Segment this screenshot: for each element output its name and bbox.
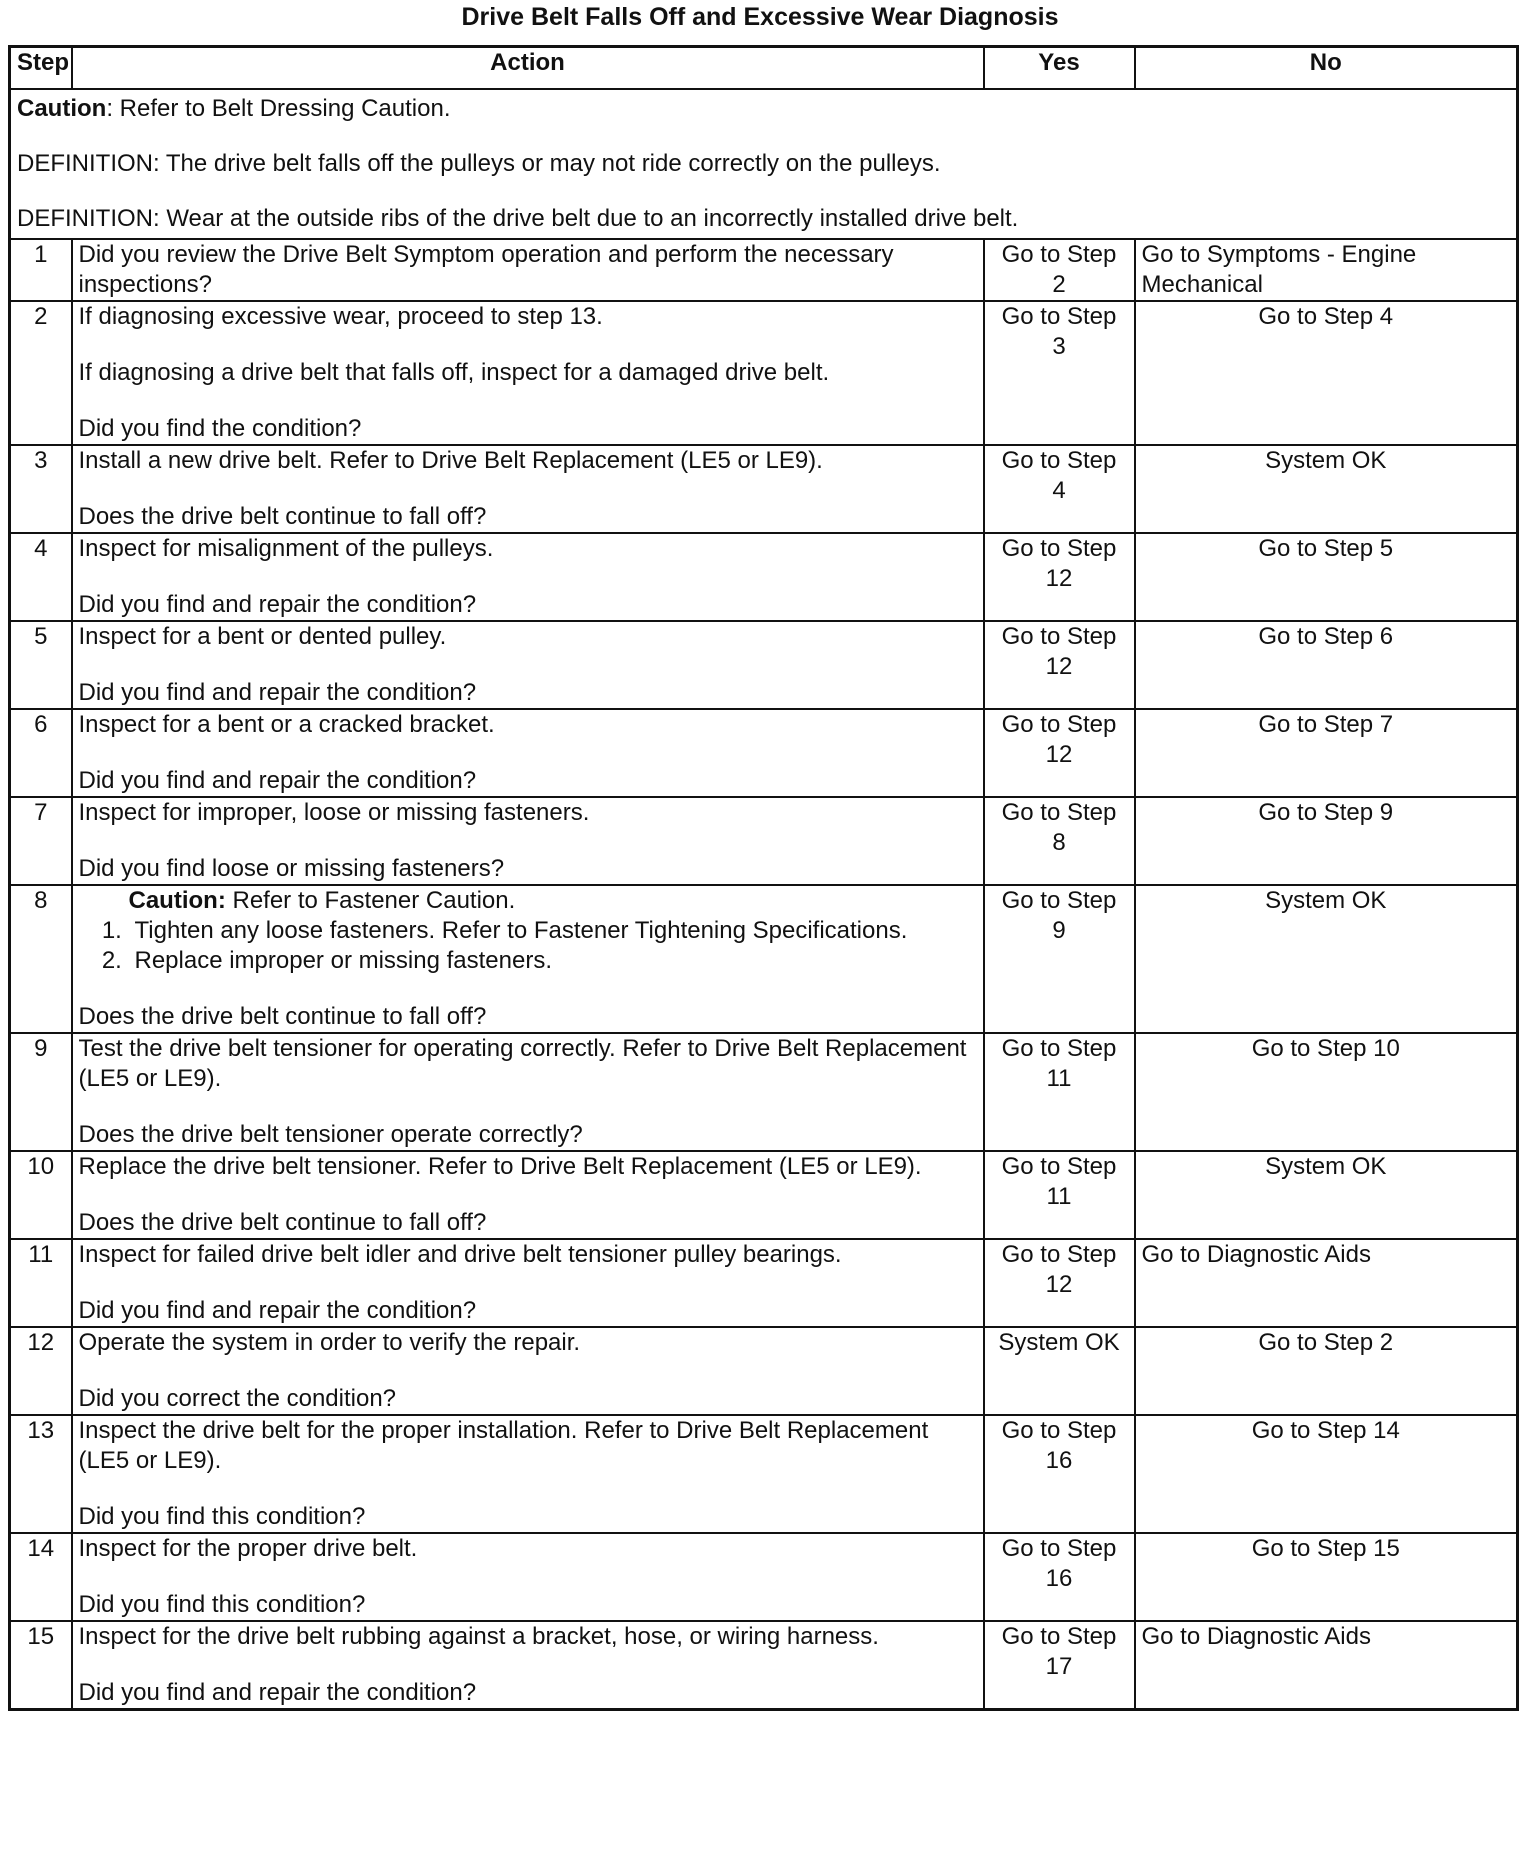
yes-line-1: Go to Step [1001, 1623, 1117, 1650]
yes-line-2: 16 [1045, 1447, 1073, 1474]
action-question: Did you find and repair the condition? [78, 1679, 477, 1706]
yes-line-1: Go to Step [1001, 1153, 1117, 1180]
action-question: Did you correct the condition? [78, 1385, 397, 1412]
table-row [10, 797, 1518, 885]
step-number: 12 [10, 1327, 72, 1415]
table-row [10, 301, 1518, 445]
action-question: Does the drive belt continue to fall off? [78, 1209, 487, 1236]
yes-cell [984, 1033, 1135, 1151]
yes-line-1: Go to Step [1001, 1241, 1117, 1268]
no-cell: Go to Diagnostic Aids [1135, 1621, 1518, 1710]
action-cell [72, 533, 984, 621]
header-row [10, 47, 1518, 90]
action-question: Did you find this condition? [78, 1591, 366, 1618]
caution-label: Caution [17, 95, 107, 122]
table-row [10, 709, 1518, 797]
action-list-item: 2. Replace improper or missing fasteners. [129, 946, 977, 976]
action-cell [72, 1151, 984, 1239]
yes-line-2: 11 [1046, 1065, 1072, 1092]
action-cell [72, 301, 984, 445]
yes-cell [984, 1327, 1135, 1415]
action-list [79, 916, 977, 976]
step-number: 10 [10, 1151, 72, 1239]
spacer [79, 976, 977, 1002]
yes-line-2: 17 [1045, 1653, 1073, 1680]
no-cell: Go to Step 6 [1135, 621, 1518, 709]
yes-line-2: 2 [1052, 271, 1066, 298]
yes-cell [984, 1533, 1135, 1621]
no-cell: Go to Symptoms - Engine Mechanical [1135, 239, 1518, 301]
action-text: Inspect for improper, loose or missing fasteners. [78, 799, 590, 826]
action-text: Operate the system in order to verify the repair. [78, 1329, 581, 1356]
spacer [79, 332, 977, 358]
yes-cell [984, 621, 1135, 709]
action-text: Inspect for a bent or a cracked bracket. [78, 711, 495, 738]
intro-row [10, 89, 1518, 239]
spacer [79, 476, 977, 502]
no-cell: Go to Step 5 [1135, 533, 1518, 621]
yes-line-1: Go to Step [1001, 1417, 1117, 1444]
action-cell [72, 1327, 984, 1415]
table-row [10, 239, 1518, 301]
action-cell [72, 797, 984, 885]
caution-text: : Refer to Belt Dressing Caution. [106, 95, 451, 122]
header-no: No [1135, 47, 1518, 90]
action-question: Did you find the condition? [78, 415, 362, 442]
no-cell: Go to Step 14 [1135, 1415, 1518, 1533]
table-row [10, 445, 1518, 533]
no-cell: Go to Diagnostic Aids [1135, 1239, 1518, 1327]
action-text: Inspect for failed drive belt idler and drive belt tensioner pulley bearings. [78, 1241, 842, 1268]
no-cell: Go to Step 4 [1135, 301, 1518, 445]
yes-line-2: 3 [1052, 333, 1066, 360]
spacer [79, 828, 977, 854]
no-cell: System OK [1135, 445, 1518, 533]
no-cell: Go to Step 7 [1135, 709, 1518, 797]
no-cell: System OK [1135, 885, 1518, 1033]
action-text: Inspect for misalignment of the pulleys. [78, 535, 494, 562]
yes-line-1: Go to Step [1001, 303, 1117, 330]
step-number: 15 [10, 1621, 72, 1710]
yes-line-2: 11 [1046, 1183, 1072, 1210]
action-list-item: 1. Tighten any loose fasteners. Refer to Fastener Tightening Specifications. [129, 916, 977, 946]
action-cell [72, 1621, 984, 1710]
yes-cell [984, 797, 1135, 885]
action-text: Inspect the drive belt for the proper installation. Refer to Drive Belt Replacement (LE5 or LE9). [78, 1417, 929, 1474]
no-cell: Go to Step 2 [1135, 1327, 1518, 1415]
action-text: Did you review the Drive Belt Symptom operation and perform the necessary inspections? [78, 241, 894, 298]
yes-cell [984, 885, 1135, 1033]
table-row [10, 1533, 1518, 1621]
yes-cell [984, 445, 1135, 533]
definition-2: DEFINITION: Wear at the outside ribs of the drive belt due to an incorrectly installed drive belt. [17, 205, 1019, 232]
action-cell [72, 1033, 984, 1151]
action-question: Does the drive belt continue to fall off? [78, 1003, 487, 1030]
no-cell: System OK [1135, 1151, 1518, 1239]
yes-cell [984, 533, 1135, 621]
action-text: Test the drive belt tensioner for operating correctly. Refer to Drive Belt Replacement (LE5 or LE9). [78, 1035, 967, 1092]
yes-line-1: Go to Step [1001, 241, 1117, 268]
yes-line-1: Go to Step [1001, 447, 1117, 474]
yes-line-1: System OK [998, 1329, 1120, 1356]
yes-line-2: 12 [1045, 565, 1073, 592]
spacer [79, 1182, 977, 1208]
yes-cell [984, 1621, 1135, 1710]
yes-line-2: 12 [1045, 1271, 1073, 1298]
action-cell [72, 1415, 984, 1533]
yes-line-2: 4 [1052, 477, 1066, 504]
action-cell [72, 885, 984, 1033]
yes-cell [984, 709, 1135, 797]
action-question: Does the drive belt tensioner operate correctly? [78, 1121, 583, 1148]
intro-cell [10, 89, 1518, 239]
action-question: Did you find and repair the condition? [78, 591, 477, 618]
no-cell: Go to Step 9 [1135, 797, 1518, 885]
header-yes: Yes [984, 47, 1135, 90]
action-cell [72, 1239, 984, 1327]
yes-cell [984, 1239, 1135, 1327]
action-text: Replace the drive belt tensioner. Refer to Drive Belt Replacement (LE5 or LE9). [78, 1153, 922, 1180]
yes-line-2: 16 [1045, 1565, 1073, 1592]
spacer [79, 1652, 977, 1678]
step-caution-label: Caution: [128, 887, 226, 914]
step-number: 2 [10, 301, 72, 445]
step-number: 1 [10, 239, 72, 301]
action-text: Inspect for the drive belt rubbing against a bracket, hose, or wiring harness. [78, 1623, 879, 1650]
step-number: 9 [10, 1033, 72, 1151]
spacer [79, 1270, 977, 1296]
header-action: Action [72, 47, 984, 90]
action-cell [72, 709, 984, 797]
yes-line-1: Go to Step [1001, 1035, 1117, 1062]
spacer [79, 1094, 977, 1120]
yes-line-1: Go to Step [1001, 711, 1117, 738]
yes-line-2: 9 [1052, 917, 1066, 944]
action-question: Did you find this condition? [78, 1503, 366, 1530]
document-title: Drive Belt Falls Off and Excessive Wear Diagnosis [461, 3, 1059, 31]
table-row [10, 1415, 1518, 1533]
step-number: 8 [10, 885, 72, 1033]
yes-cell [984, 239, 1135, 301]
step-number: 14 [10, 1533, 72, 1621]
step-number: 13 [10, 1415, 72, 1533]
header-step: Step [10, 47, 72, 90]
yes-cell [984, 301, 1135, 445]
spacer [79, 1358, 977, 1384]
definition-1: DEFINITION: The drive belt falls off the pulleys or may not ride correctly on the pulleys. [17, 150, 941, 177]
yes-cell [984, 1151, 1135, 1239]
action-text: If diagnosing a drive belt that falls off, inspect for a damaged drive belt. [78, 359, 830, 386]
action-text: Inspect for a bent or dented pulley. [78, 623, 447, 650]
step-caution-text: Refer to Fastener Caution. [225, 887, 516, 914]
spacer [79, 652, 977, 678]
step-number: 5 [10, 621, 72, 709]
action-cell [72, 239, 984, 301]
step-number: 11 [10, 1239, 72, 1327]
action-cell [72, 1533, 984, 1621]
table-row [10, 1239, 1518, 1327]
table-row [10, 1327, 1518, 1415]
no-cell: Go to Step 10 [1135, 1033, 1518, 1151]
diagnosis-table [8, 45, 1519, 1711]
yes-line-1: Go to Step [1001, 623, 1117, 650]
action-question: Did you find and repair the condition? [78, 767, 477, 794]
yes-line-1: Go to Step [1001, 535, 1117, 562]
action-question: Did you find loose or missing fasteners? [78, 855, 505, 882]
action-cell [72, 621, 984, 709]
table-row [10, 1621, 1518, 1710]
yes-line-2: 12 [1045, 741, 1073, 768]
step-caution [79, 886, 977, 916]
action-text: Inspect for the proper drive belt. [78, 1535, 418, 1562]
yes-line-1: Go to Step [1001, 799, 1117, 826]
step-number: 7 [10, 797, 72, 885]
action-cell [72, 445, 984, 533]
table-row [10, 533, 1518, 621]
spacer [79, 388, 977, 414]
yes-line-1: Go to Step [1001, 887, 1117, 914]
step-number: 6 [10, 709, 72, 797]
table-row [10, 621, 1518, 709]
spacer [79, 740, 977, 766]
caution-note [17, 94, 1510, 124]
yes-line-2: 8 [1052, 829, 1066, 856]
action-question: Did you find and repair the condition? [78, 1297, 477, 1324]
yes-cell [984, 1415, 1135, 1533]
action-text: Install a new drive belt. Refer to Drive Belt Replacement (LE5 or LE9). [78, 447, 823, 474]
step-number: 4 [10, 533, 72, 621]
spacer [79, 564, 977, 590]
table-row [10, 1033, 1518, 1151]
spacer [79, 1476, 977, 1502]
action-question: Does the drive belt continue to fall off? [78, 503, 487, 530]
action-text: If diagnosing excessive wear, proceed to step 13. [78, 303, 603, 330]
yes-line-2: 12 [1045, 653, 1073, 680]
no-cell: Go to Step 15 [1135, 1533, 1518, 1621]
step-number: 3 [10, 445, 72, 533]
action-question: Did you find and repair the condition? [78, 679, 477, 706]
table-row [10, 1151, 1518, 1239]
spacer [79, 1564, 977, 1590]
table-row [10, 885, 1518, 1033]
yes-line-1: Go to Step [1001, 1535, 1117, 1562]
